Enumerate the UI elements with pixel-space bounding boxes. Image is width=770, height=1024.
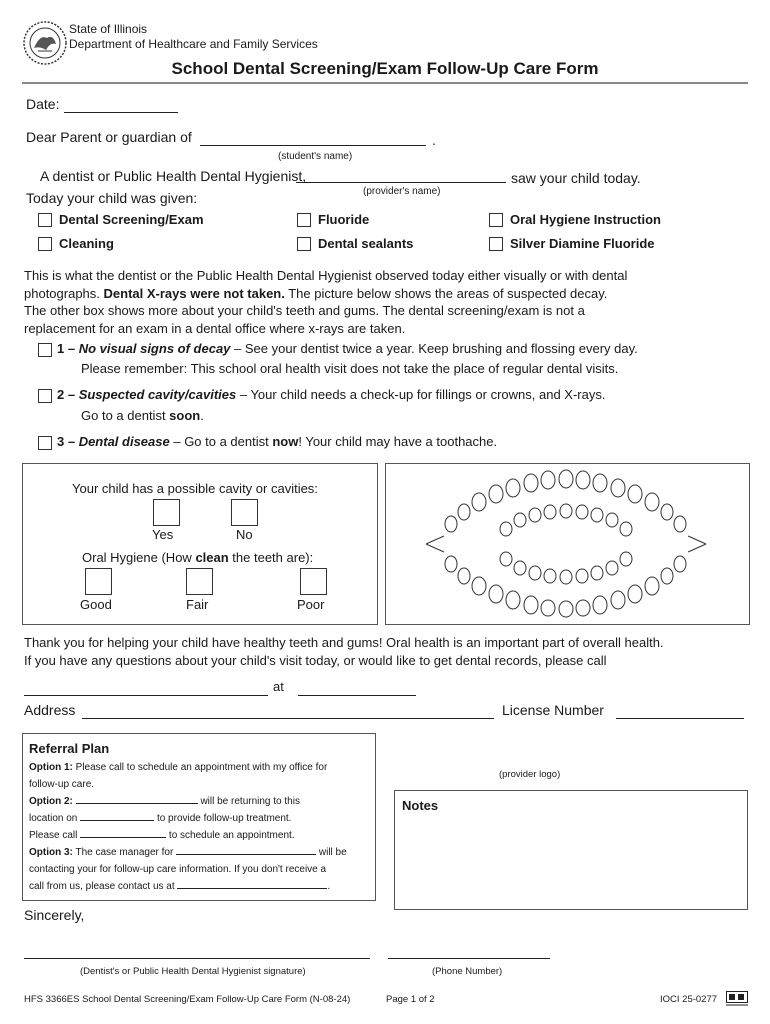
dentist-label: A dentist or Public Health Dental Hygienist, <box>40 168 307 184</box>
option-1-line: Option 1: Please call to schedule an appointment with my office for <box>29 762 328 773</box>
provider-name-field[interactable] <box>296 182 506 183</box>
option-2-provider-field[interactable] <box>76 793 198 804</box>
signature-caption: (Dentist's or Public Health Dental Hygienist signature) <box>80 966 306 977</box>
finding-2-text: 2 – Suspected cavity/cavities – Your child needs a check-up for fillings or crowns, and X-rays. <box>57 387 606 402</box>
ioci-logo-icon <box>726 991 748 1007</box>
parent-label: Dear Parent or guardian of <box>26 129 192 145</box>
form-id: HFS 3366ES School Dental Screening/Exam Follow-Up Care Form (N-08-24) <box>24 994 351 1005</box>
student-name-caption: (student's name) <box>278 151 353 162</box>
option-2-phone-field[interactable] <box>80 827 166 838</box>
date-label: Date: <box>26 96 60 112</box>
option-2-line: Option 2: will be returning to this <box>29 793 347 810</box>
finding-3-text: 3 – Dental disease – Go to a dentist now! Your child may have a toothache. <box>57 434 498 449</box>
observation-paragraph <box>24 267 684 337</box>
option-2-line-3: Please call to schedule an appointment. <box>29 827 347 844</box>
option-3-case-manager-field[interactable] <box>176 844 316 855</box>
at-label: at <box>273 679 284 694</box>
saw-child-text: saw your child today. <box>511 170 641 186</box>
observation-line-3: The other box shows more about your child's teeth and gums. The dental screening/exam is not a <box>24 303 585 318</box>
cavity-question: Your child has a possible cavity or cavities: <box>72 481 318 496</box>
cavity-no-label: No <box>236 527 253 542</box>
address-label: Address <box>24 702 76 718</box>
page-title: School Dental Screening/Exam Follow-Up Care Form <box>171 59 599 78</box>
checkbox-finding-1[interactable] <box>38 343 52 357</box>
hygiene-question: Oral Hygiene (How clean the teeth are): <box>82 550 314 565</box>
sincerely-text: Sincerely, <box>24 907 85 923</box>
finding-1-text: 1 – No visual signs of decay – See your dentist twice a year. Keep brushing and flossing every day. <box>57 341 638 356</box>
dental-chart-diagram <box>386 464 747 622</box>
option-3-line: Option 3: The case manager for will be <box>29 844 347 861</box>
title-divider <box>22 82 748 84</box>
hygiene-fair-label: Fair <box>186 597 209 612</box>
service-label-dental-screening: Dental Screening/Exam <box>59 212 204 227</box>
checkbox-cavity-yes[interactable] <box>153 499 180 526</box>
provider-logo-placeholder: (provider logo) <box>499 769 561 780</box>
finding-2-note: Go to a dentist soon. <box>81 408 204 423</box>
agency-department: Department of Healthcare and Family Services <box>69 37 318 51</box>
thanks-text: Thank you for helping your child have healthy teeth and gums! Oral health is an important part of overall health. <box>24 635 664 650</box>
call-name-field[interactable] <box>24 695 268 696</box>
checkbox-finding-2[interactable] <box>38 389 52 403</box>
checkbox-hygiene-poor[interactable] <box>300 568 327 595</box>
option-2-date-field[interactable] <box>80 810 154 821</box>
referral-options <box>29 759 347 895</box>
checkbox-dental-screening[interactable] <box>38 213 52 227</box>
observation-line-1: This is what the dentist or the Public Health Dental Hygienist observed today either visually or with dental <box>24 268 628 283</box>
observation-line-2: photographs. Dental X-rays were not taken. The picture below shows the areas of suspected decay. <box>24 285 608 301</box>
checkbox-hygiene-fair[interactable] <box>186 568 213 595</box>
checkbox-cleaning[interactable] <box>38 237 52 251</box>
checkbox-dental-sealants[interactable] <box>297 237 311 251</box>
phone-number-field[interactable] <box>388 958 550 959</box>
given-label: Today your child was given: <box>26 190 198 206</box>
service-label-silver-diamine: Silver Diamine Fluoride <box>510 236 655 251</box>
address-field[interactable] <box>82 718 494 719</box>
service-label-fluoride: Fluoride <box>318 212 370 227</box>
option-3-contact-field[interactable] <box>177 878 327 889</box>
license-field[interactable] <box>616 718 744 719</box>
referral-title: Referral Plan <box>29 741 110 756</box>
observation-line-4: replacement for an exam in a dental office where x-rays are taken. <box>24 320 406 336</box>
notes-box[interactable] <box>394 790 748 910</box>
option-3-line-2: contacting your for follow-up care information. If you don't receive a <box>29 864 327 875</box>
option-3-line-3: call from us, please contact us at . <box>29 878 347 895</box>
checkbox-finding-3[interactable] <box>38 436 52 450</box>
checkbox-oral-hygiene[interactable] <box>489 213 503 227</box>
option-1-line-2: follow-up care. <box>29 779 95 790</box>
finding-1-note: Please remember: This school oral health visit does not take the place of regular dental visits. <box>81 361 619 376</box>
cavity-yes-label: Yes <box>152 527 174 542</box>
date-field[interactable] <box>64 112 178 113</box>
page-number: Page 1 of 2 <box>386 994 435 1005</box>
checkbox-silver-diamine[interactable] <box>489 237 503 251</box>
service-label-cleaning: Cleaning <box>59 236 114 251</box>
option-2-line-2: location on to provide follow-up treatment. <box>29 810 347 827</box>
hygiene-good-label: Good <box>80 597 112 612</box>
license-label: License Number <box>502 702 604 718</box>
checkbox-fluoride[interactable] <box>297 213 311 227</box>
parent-period: . <box>432 132 436 148</box>
notes-title: Notes <box>402 798 439 813</box>
checkbox-cavity-no[interactable] <box>231 499 258 526</box>
questions-text: If you have any questions about your child's visit today, or would like to get dental records, please call <box>24 653 607 668</box>
ioci-number: IOCI 25-0277 <box>660 994 718 1005</box>
phone-number-caption: (Phone Number) <box>432 966 503 977</box>
checkbox-hygiene-good[interactable] <box>85 568 112 595</box>
provider-name-caption: (provider's name) <box>363 186 441 197</box>
hygiene-poor-label: Poor <box>297 597 325 612</box>
call-phone-field[interactable] <box>298 695 416 696</box>
student-name-field[interactable] <box>200 145 426 146</box>
service-label-oral-hygiene: Oral Hygiene Instruction <box>510 212 661 227</box>
service-label-dental-sealants: Dental sealants <box>318 236 414 251</box>
signature-field[interactable] <box>24 958 370 959</box>
agency-state: State of Illinois <box>69 22 148 36</box>
